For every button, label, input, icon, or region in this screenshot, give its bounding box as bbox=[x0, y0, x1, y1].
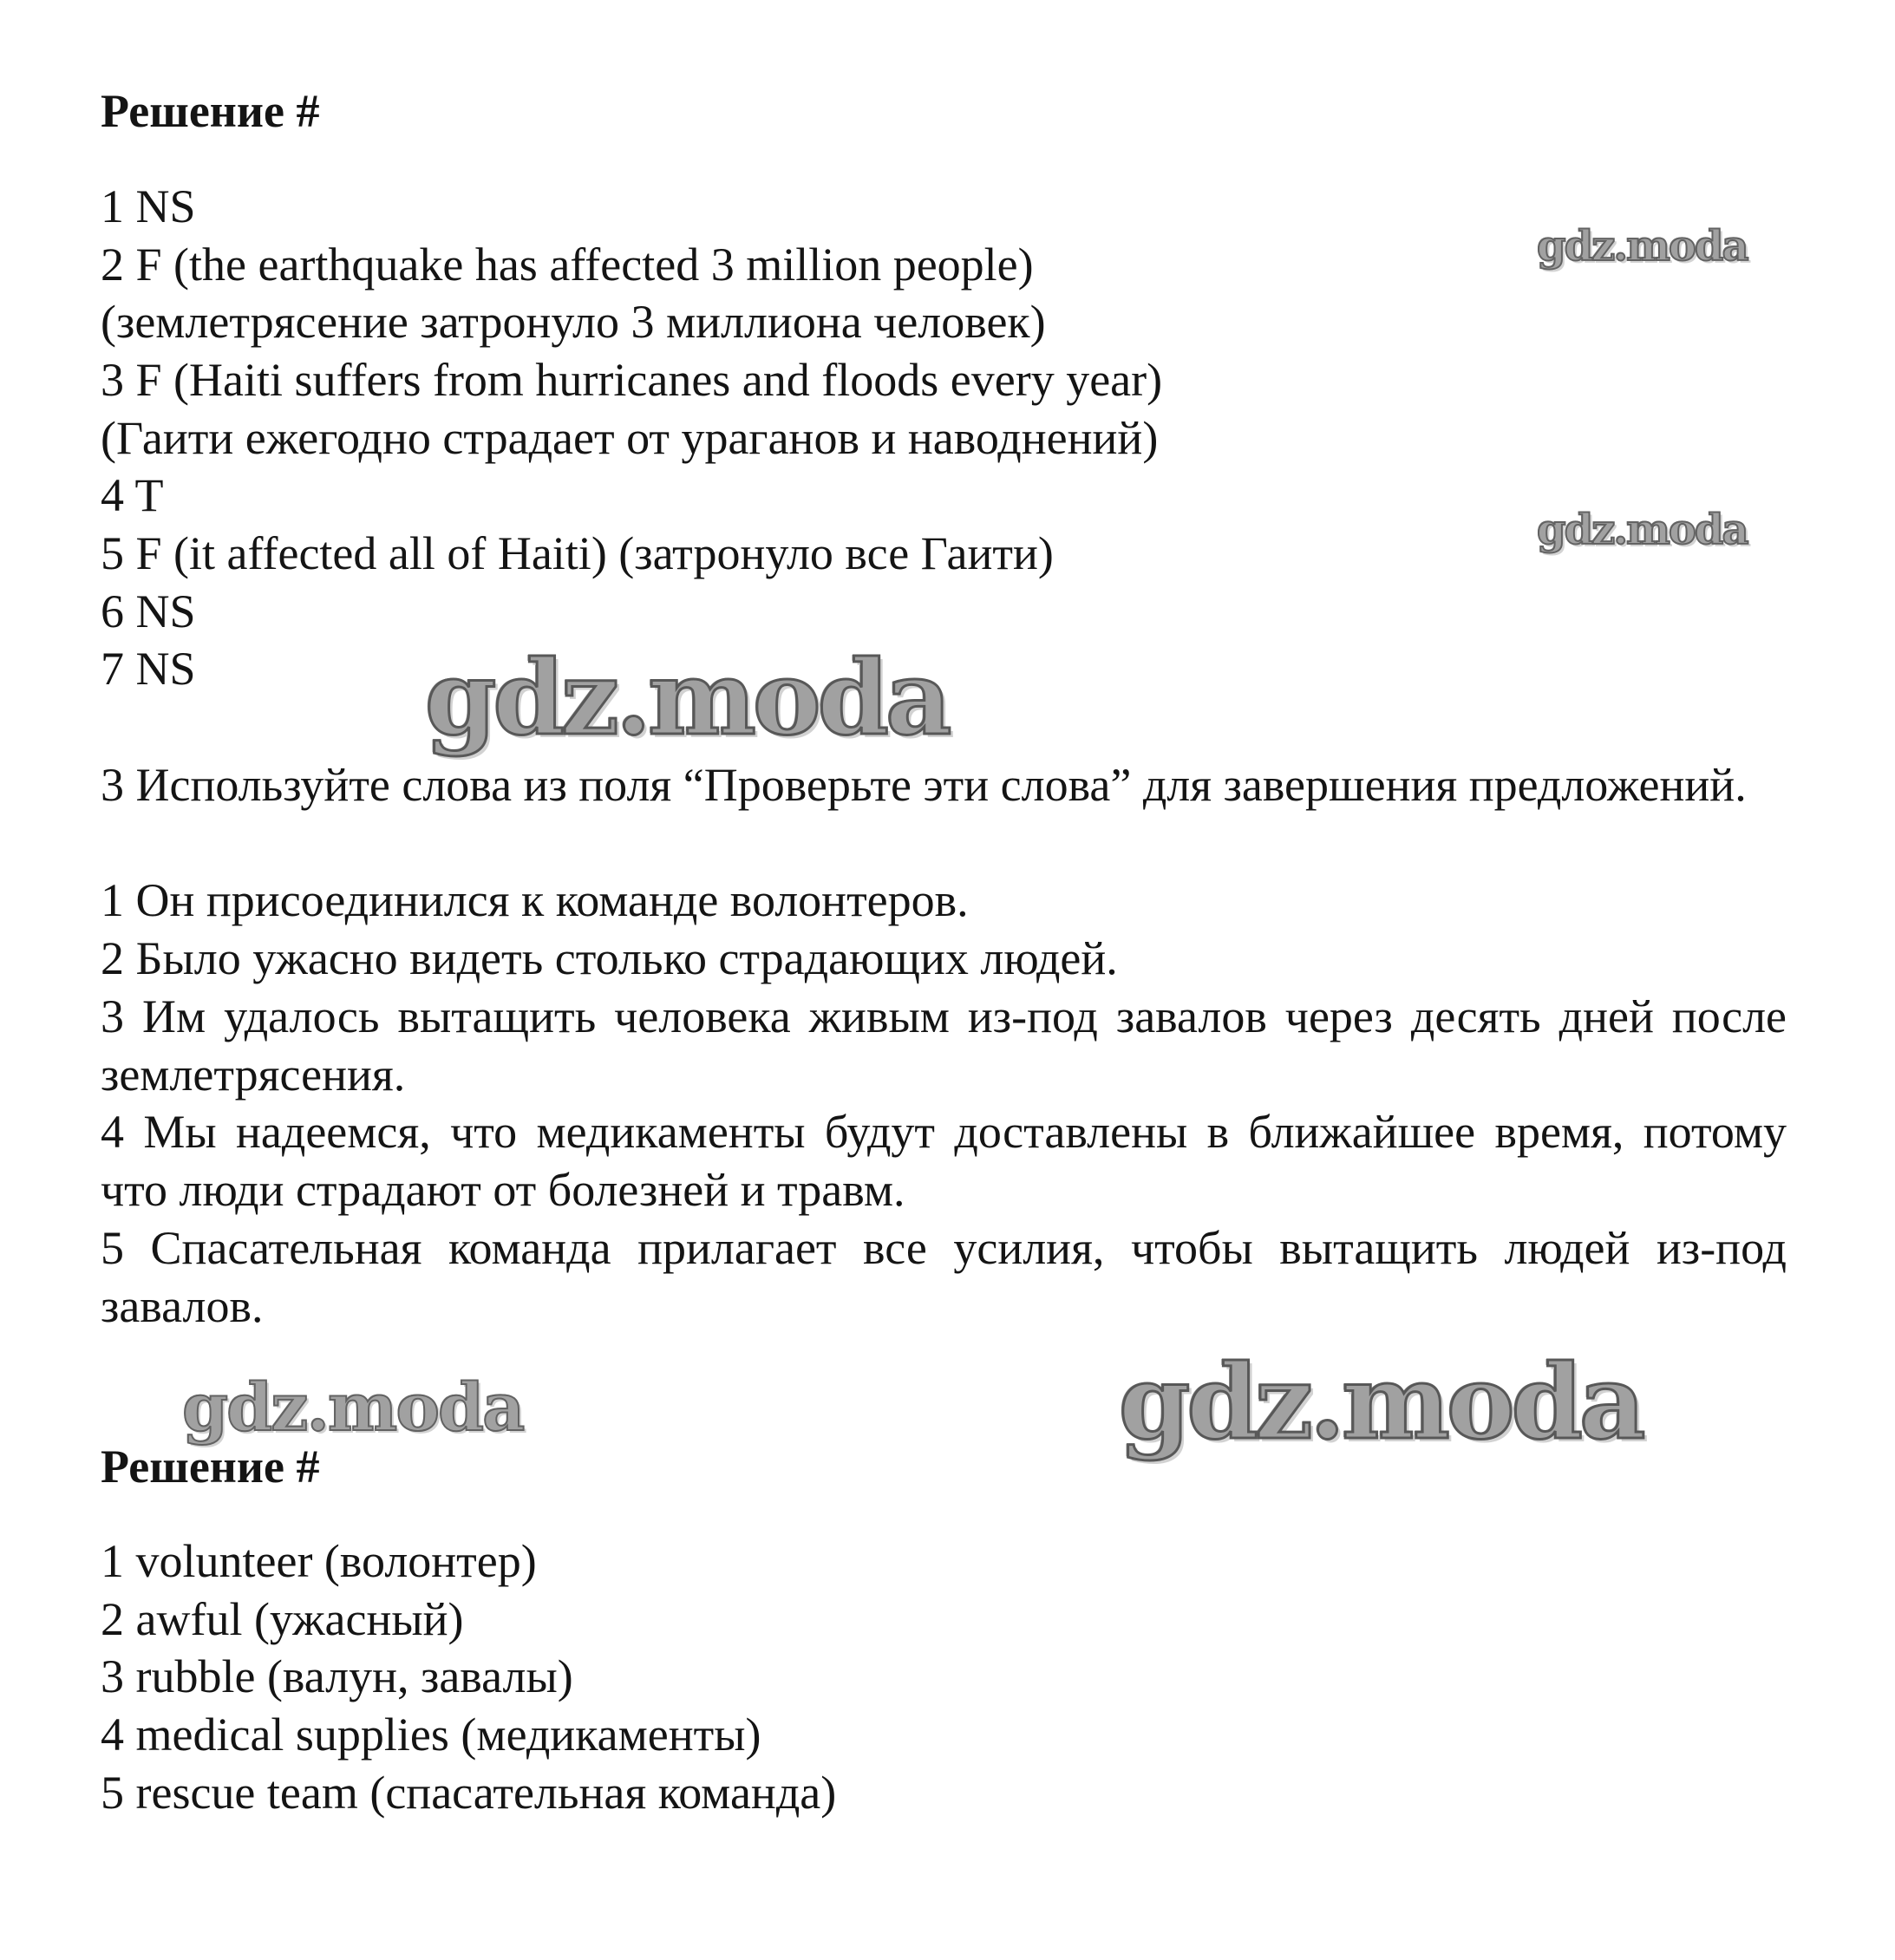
exercise-sentence: 4 Мы надеемся, что медикаменты будут доставлены в ближайшее время, потому что люди страдают от болезней и травм. bbox=[101, 1106, 1787, 1216]
answer-line: 3 F (Haiti suffers from hurricanes and floods every year) bbox=[101, 354, 1163, 406]
watermark: gdz.moda bbox=[1537, 506, 1748, 554]
answer-line: 7 NS bbox=[101, 643, 196, 695]
solution-heading: Решение # bbox=[101, 85, 320, 137]
exercise-sentence: 5 Спасательная команда прилагает все усилия, чтобы вытащить людей из-под завалов. bbox=[101, 1222, 1787, 1332]
answer-line: 5 rescue team (спасательная команда) bbox=[101, 1767, 837, 1819]
answer-line: 2 awful (ужасный) bbox=[101, 1593, 464, 1645]
watermark: gdz.moda bbox=[1537, 222, 1748, 271]
exercise-sentence: 2 Было ужасно видеть столько страдающих людей. bbox=[101, 932, 1118, 984]
answer-line: 4 medical supplies (медикаменты) bbox=[101, 1708, 761, 1761]
answer-line: 3 rubble (валун, завалы) bbox=[101, 1650, 573, 1702]
watermark: gdz.moda bbox=[182, 1369, 524, 1446]
answer-line: 1 NS bbox=[101, 180, 196, 232]
exercise-sentence: 1 Он присоединился к команде волонтеров. bbox=[101, 874, 969, 926]
exercise-sentence: 3 Им удалось вытащить человека живым из-под завалов через десять дней после землетрясения. bbox=[101, 990, 1787, 1101]
watermark: gdz.moda bbox=[1119, 1342, 1643, 1462]
answer-line: 2 F (the earthquake has affected 3 million people) bbox=[101, 238, 1034, 291]
answer-line: (Гаити ежегодно страдает от ураганов и наводнений) bbox=[101, 412, 1159, 464]
answer-line: 1 volunteer (волонтер) bbox=[101, 1535, 537, 1587]
watermark: gdz.moda bbox=[425, 637, 949, 758]
exercise-instruction: 3 Используйте слова из поля “Проверьте эти слова” для завершения предложений. bbox=[101, 759, 1747, 811]
answer-line: 5 F (it affected all of Haiti) (затронуло все Гаити) bbox=[101, 527, 1054, 579]
answer-line: 4 T bbox=[101, 469, 164, 521]
answer-line: (землетрясение затронуло 3 миллиона человек) bbox=[101, 296, 1046, 348]
solution-heading: Решение # bbox=[101, 1441, 320, 1493]
answer-line: 6 NS bbox=[101, 585, 196, 637]
